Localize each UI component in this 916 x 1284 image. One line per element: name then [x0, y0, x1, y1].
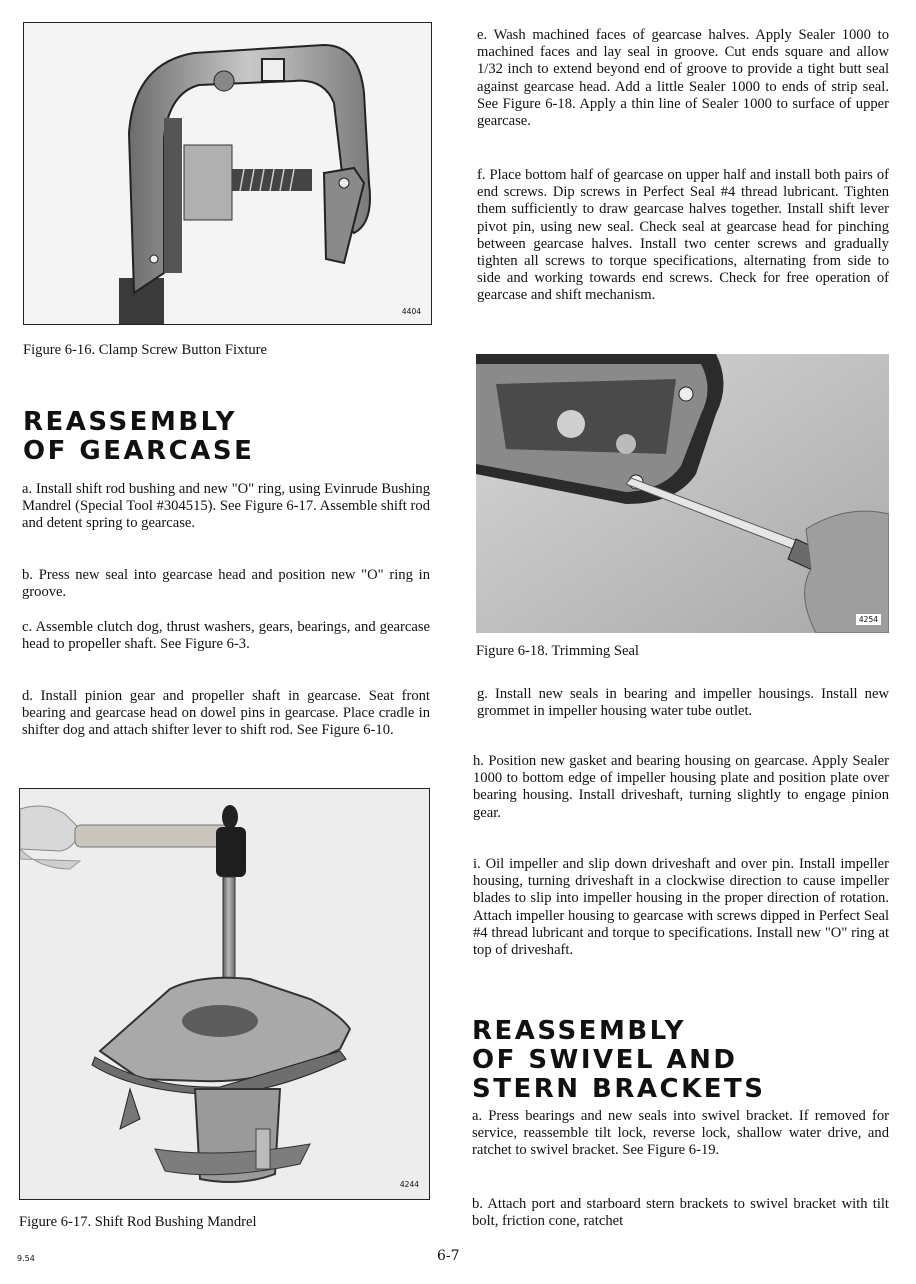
heading-line-1: REASSEMBLY: [472, 1016, 686, 1046]
page-number: 6-7: [437, 1248, 460, 1264]
step-i: i. Oil impeller and slip down driveshaft and over pin. Install impeller housing, turning driveshaft in a clockwise direction to cause impeller blades to slip into impeller housing in the proper direction of rotation. Attach impeller housing to gearcase with screws dipped in Perfect Seal #4 thread lubricant and torque to specifications. Install new "O" ring at top of driveshaft.: [473, 856, 889, 959]
footer-edition: 9.54: [17, 1254, 35, 1263]
figure-6-16-number: 4404: [401, 307, 421, 316]
figure-6-16-photo: [23, 22, 432, 325]
swivel-step-b: b. Attach port and starboard stern brackets to swivel bracket with tilt bolt, friction cone, ratchet: [472, 1196, 889, 1230]
step-a: a. Install shift rod bushing and new "O" ring, using Evinrude Bushing Mandrel (Special Tool #304515). See Figure 6-17. Assemble shift rod and detent spring to gearcase.: [22, 481, 430, 532]
clamp-fixture-illustration: [24, 23, 431, 324]
mandrel-illustration: [20, 789, 429, 1199]
figure-6-18-number: 4254: [856, 614, 881, 625]
step-g: g. Install new seals in bearing and impeller housings. Install new grommet in impeller housing water tube outlet.: [477, 686, 889, 720]
figure-6-17-photo: [19, 788, 430, 1200]
heading-line-2: OF SWIVEL AND: [472, 1045, 738, 1075]
figure-6-16-caption: Figure 6-16. Clamp Screw Button Fixture: [23, 342, 268, 358]
step-e: e. Wash machined faces of gearcase halves. Apply Sealer 1000 to machined faces and lay seal in groove. Cut ends square and allow 1/32 inch to extend beyond end of groove to provide a tight butt seal against gearcase head. Add a little Sealer 1000 to ends of strip seal. See Figure 6-18. Apply a thin line of Sealer 1000 to surface of upper gearcase.: [477, 27, 889, 130]
heading-reassembly-of-gearcase: [23, 408, 254, 466]
step-c: c. Assemble clutch dog, thrust washers, gears, bearings, and gearcase head to propeller shaft. See Figure 6-3.: [22, 619, 430, 653]
step-f: f. Place bottom half of gearcase on upper half and install both pairs of end screws. Dip screws in Perfect Seal #4 thread lubricant. Tighten them sufficiently to draw gearcase halves together. Install shift lever pivot pin, using new seal. Check seal at gearcase head for pinching between gearcase halves. Install two center screws and gradually tighten all screws to torque specifications, alternating from side to side and working towards end screws. Check for free operation of gearcase and shift mechanism.: [477, 167, 889, 304]
heading-line-2: OF GEARCASE: [23, 436, 255, 466]
figure-6-18-photo: [476, 354, 889, 633]
step-h: h. Position new gasket and bearing housing on gearcase. Apply Sealer 1000 to bottom edge of impeller housing plate and position plate over bearing housing. Install driveshaft, turning slightly to engage pinion gear.: [473, 753, 889, 821]
figure-6-18-caption: Figure 6-18. Trimming Seal: [476, 643, 639, 659]
swivel-step-a: a. Press bearings and new seals into swivel bracket. If removed for service, reassemble tilt lock, reverse lock, shallow water drive, and ratchet to swivel bracket. See Figure 6-19.: [472, 1108, 889, 1159]
figure-6-17-caption: Figure 6-17. Shift Rod Bushing Mandrel: [19, 1214, 257, 1230]
heading-reassembly-of-swivel-and-stern-brackets: [472, 1017, 765, 1104]
heading-line-1: REASSEMBLY: [23, 407, 237, 437]
step-b: b. Press new seal into gearcase head and position new "O" ring in groove.: [22, 567, 430, 601]
trimming-seal-illustration: [476, 354, 889, 633]
figure-6-17-number: 4244: [399, 1180, 419, 1189]
step-d: d. Install pinion gear and propeller shaft in gearcase. Seat front bearing and gearcase head on dowel pins in gearcase. Place cradle in shifter dog and attach shifter lever to shift rod. See Figure 6-10.: [22, 688, 430, 739]
heading-line-3: STERN BRACKETS: [472, 1074, 766, 1104]
